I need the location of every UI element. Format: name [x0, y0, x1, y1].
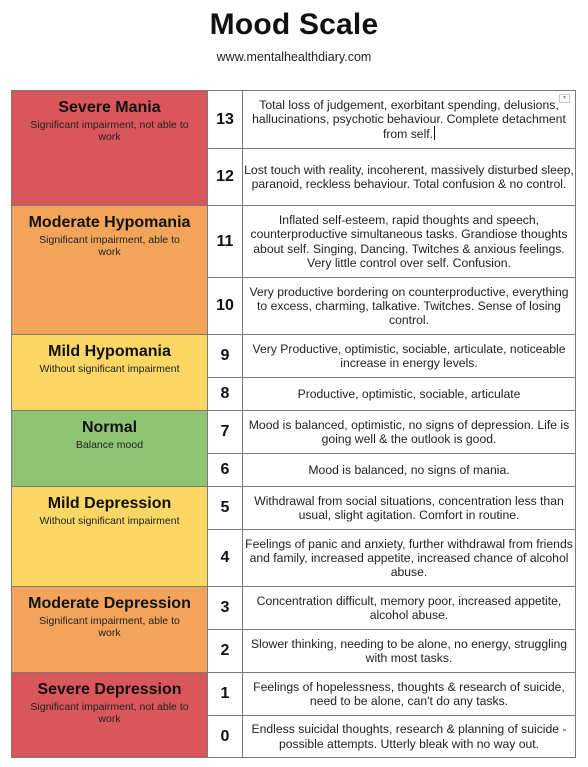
category-name: Moderate Depression: [28, 595, 191, 612]
table-row: [12, 335, 576, 378]
level-description: Inflated self-esteem, rapid thoughts and speech, counterproductive simultaneous tasks. Grandiose thoughts about self. Singing, Dancing. Twitches & anxious feelings. Very little control over self. Confusion.: [243, 206, 576, 278]
text-cursor: [434, 126, 435, 140]
category-subtitle: Without significant impairment: [39, 515, 180, 527]
level-description: Productive, optimistic, sociable, articulate: [243, 378, 576, 411]
table-row: [12, 587, 576, 630]
level-text: Total loss of judgement, exorbitant spending, delusions, hallucinations, psychotic behaviour. Complete detachment from self.: [252, 97, 566, 142]
category-name: Mild Depression: [47, 495, 172, 512]
category-normal: [12, 411, 208, 487]
category-name: Normal: [81, 419, 138, 436]
dropdown-icon[interactable]: ▾: [559, 94, 570, 103]
level-number: 9: [208, 335, 243, 378]
category-mild-hypomania: [12, 335, 208, 411]
level-number: 11: [208, 206, 243, 278]
category-name: Mild Hypomania: [48, 343, 171, 360]
category-mild-depression: [12, 487, 208, 587]
page-title: Mood Scale: [209, 8, 379, 41]
level-number: 0: [208, 716, 243, 758]
level-description[interactable]: [243, 91, 576, 149]
level-description: Feelings of panic and anxiety, further withdrawal from friends and family, increased appetite, increased chance of alcohol abuse.: [243, 530, 576, 587]
level-description: Mood is balanced, optimistic, no signs of depression. Life is going well & the outlook is good.: [243, 411, 576, 454]
level-number: 10: [208, 278, 243, 335]
category-name: Moderate Hypomania: [28, 214, 191, 231]
category-moderate-depression: [12, 587, 208, 673]
level-number: 6: [208, 454, 243, 487]
level-number: 12: [208, 149, 243, 206]
level-description: Lost touch with reality, incoherent, massively disturbed sleep, paranoid, reckless behaviour. Total confusion & no control.: [243, 149, 576, 206]
level-number: 8: [208, 378, 243, 411]
category-moderate-hypomania: [12, 206, 208, 335]
level-description: Endless suicidal thoughts, research & planning of suicide - possible attempts. Utterly bleak with no way out.: [243, 716, 576, 758]
level-number: 5: [208, 487, 243, 530]
table-row: [12, 206, 576, 278]
category-severe-mania: [12, 91, 208, 206]
category-severe-depression: [12, 673, 208, 758]
category-subtitle: Without significant impairment: [39, 363, 180, 375]
table-row: [12, 487, 576, 530]
level-number: 13: [208, 91, 243, 149]
table-row: [12, 411, 576, 454]
mood-scale-table: [11, 90, 576, 758]
level-number: 7: [208, 411, 243, 454]
table-row: [12, 673, 576, 716]
table-row: [12, 91, 576, 149]
level-description: Very productive bordering on counterproductive, everything to excess, charming, talkative. Twitches. Sense of losing control.: [243, 278, 576, 335]
level-description: Feelings of hopelessness, thoughts & research of suicide, need to be alone, can't do any tasks.: [243, 673, 576, 716]
category-subtitle: Balance mood: [75, 439, 144, 451]
level-number: 1: [208, 673, 243, 716]
level-description: Concentration difficult, memory poor, increased appetite, alcohol abuse.: [243, 587, 576, 630]
source-url: www.mentalhealthdiary.com: [216, 50, 372, 64]
level-description: Slower thinking, needing to be alone, no energy, struggling with most tasks.: [243, 630, 576, 673]
level-number: 2: [208, 630, 243, 673]
level-description: Withdrawal from social situations, concentration less than usual, slight agitation. Comfort in routine.: [243, 487, 576, 530]
category-subtitle: Significant impairment, able to work: [39, 615, 180, 639]
level-number: 3: [208, 587, 243, 630]
category-name: Severe Mania: [58, 99, 161, 116]
level-description: Mood is balanced, no signs of mania.: [243, 454, 576, 487]
category-subtitle: Significant impairment, able to work: [39, 234, 180, 258]
level-description: Very Productive, optimistic, sociable, articulate, noticeable increase in energy levels.: [243, 335, 576, 378]
level-number: 4: [208, 530, 243, 587]
category-subtitle: Significant impairment, not able to work: [30, 701, 189, 725]
category-name: Severe Depression: [37, 681, 182, 698]
category-subtitle: Significant impairment, not able to work: [30, 119, 189, 143]
